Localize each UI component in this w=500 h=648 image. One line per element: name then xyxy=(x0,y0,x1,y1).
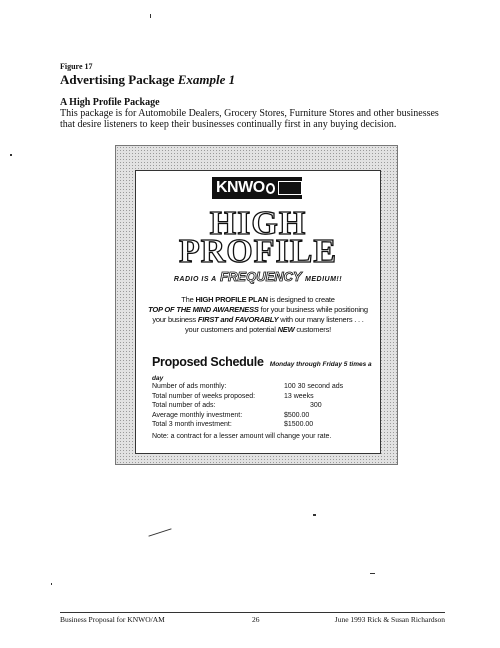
schedule-subtitle: Monday through Friday 5 times a day xyxy=(152,361,372,382)
scan-mark xyxy=(313,514,316,516)
schedule-row xyxy=(152,392,366,402)
intro-paragraph: This package is for Automobile Dealers, Grocery Stores, Furniture Stores and other businesses that desire listeners to keep their businesses continually first in any buying decision. xyxy=(60,108,439,130)
scan-mark xyxy=(148,528,171,536)
schedule-value: 100 30 second ads xyxy=(284,383,344,390)
schedule-value: $1500.00 xyxy=(284,421,314,428)
pitch-span: The xyxy=(181,295,196,304)
headline-line-1: HIGH xyxy=(209,205,307,242)
pitch-emphasis: TOP OF THE MIND AWARENESS xyxy=(148,305,259,314)
station-logo xyxy=(212,177,302,199)
schedule-value: $500.00 xyxy=(284,411,310,419)
logo-ring-icon xyxy=(266,183,275,194)
schedule-value: 13 weeks xyxy=(284,392,314,400)
pitch-span: customers! xyxy=(294,325,332,334)
schedule-row xyxy=(152,420,366,430)
scan-mark xyxy=(370,573,375,574)
schedule-label: Total number of ads: xyxy=(152,402,216,409)
schedule-label: Total number of weeks proposed: xyxy=(152,392,256,400)
footer-document-title: Business Proposal for KNWO/AM xyxy=(60,615,165,624)
page-footer xyxy=(60,612,445,625)
pitch-emphasis: FIRST and FAVORABLY xyxy=(197,315,279,324)
section-heading: A High Profile Package xyxy=(60,97,160,108)
schedule-table xyxy=(152,382,366,430)
pitch-span: your customers and potential xyxy=(184,325,278,334)
tagline-emphasis: FREQUENCY xyxy=(220,269,302,284)
advertisement-panel xyxy=(135,170,381,454)
advertisement-flyer xyxy=(115,145,398,465)
pitch-emphasis: HIGH PROFILE PLAN xyxy=(195,295,268,304)
pitch-line xyxy=(136,305,380,315)
pitch-line xyxy=(136,295,380,305)
figure-label: Figure 17 xyxy=(60,62,93,71)
logo-text: KNWO xyxy=(216,179,265,196)
scan-mark xyxy=(10,154,12,156)
scan-mark xyxy=(150,14,151,18)
scan-mark xyxy=(51,583,52,585)
schedule-label: Number of ads monthly: xyxy=(152,383,227,390)
pitch-emphasis: NEW xyxy=(277,325,295,334)
schedule-heading xyxy=(152,355,380,383)
pitch-span: for your business while positioning xyxy=(258,305,368,314)
figure-title-main: Advertising Package xyxy=(60,72,175,87)
schedule-row xyxy=(152,411,366,421)
schedule-title: Proposed Schedule xyxy=(152,355,264,369)
pitch-line xyxy=(136,325,380,335)
rate-note: Note: a contract for a lesser amount will change your rate. xyxy=(152,433,332,440)
pitch-span: with our many listeners . . . xyxy=(278,315,364,324)
headline-line-2: PROFILE xyxy=(178,233,338,270)
pitch-line xyxy=(136,315,380,325)
tagline xyxy=(136,269,380,284)
pitch-span: your business xyxy=(152,315,198,324)
footer-page-number: 26 xyxy=(252,615,260,624)
schedule-label: Average monthly investment: xyxy=(152,411,243,419)
tagline-prefix: RADIO IS A xyxy=(173,276,217,283)
pitch-text xyxy=(136,295,380,335)
logo-emblem-icon xyxy=(278,181,302,195)
figure-title xyxy=(60,72,235,88)
footer-author-date: June 1993 Rick & Susan Richardson xyxy=(334,615,445,624)
schedule-value: 300 xyxy=(310,402,322,409)
schedule-label: Total 3 month investment: xyxy=(152,421,232,428)
pitch-span: is designed to create xyxy=(267,295,335,304)
figure-title-example: Example 1 xyxy=(177,72,236,87)
schedule-row xyxy=(152,382,366,392)
tagline-suffix: MEDIUM!! xyxy=(305,276,343,283)
schedule-row xyxy=(152,401,366,411)
